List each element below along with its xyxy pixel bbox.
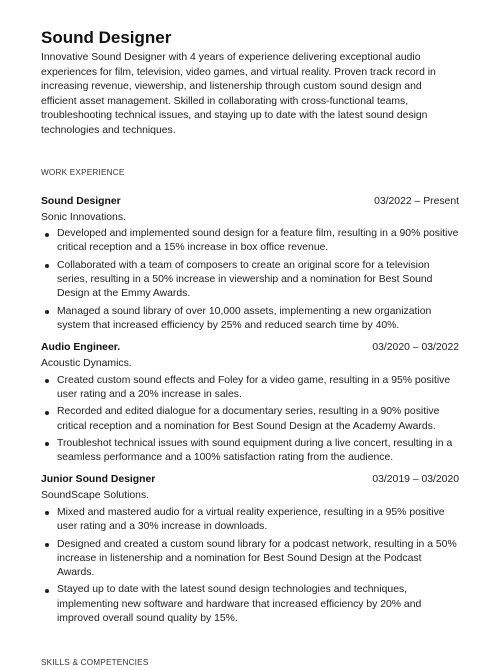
skills-heading: SKILLS & COMPETENCIES <box>41 658 149 667</box>
job-bullet: Recorded and edited dialogue for a documentary series, resulting in a 90% positive critical reception and a nomination for Best Sound Design at the Academy Awards. <box>41 405 459 434</box>
company-name: Sonic Innovations. <box>41 211 126 223</box>
job-dates: 03/2022 – Present <box>374 195 459 207</box>
job-bullet: Managed a sound library of over 10,000 assets, implementing a new organization system that increased efficiency by 25% and reduced search time by 40%. <box>41 305 459 334</box>
job-title: Audio Engineer. <box>41 342 121 354</box>
job-title: Sound Designer <box>41 195 121 207</box>
job-bullet: Created custom sound effects and Foley for a video game, resulting in a 95% positive user rating and a 20% increase in sales. <box>41 374 459 403</box>
job-title: Junior Sound Designer <box>41 474 156 486</box>
job-header <box>41 196 459 211</box>
job-bullet: Developed and implemented sound design for a feature film, resulting in a 90% positive critical reception and a 15% increase in box office revenue. <box>41 227 459 256</box>
job-dates: 03/2019 – 03/2020 <box>372 474 459 486</box>
job-header <box>41 342 459 357</box>
job-bullets <box>41 374 459 466</box>
professional-summary: Innovative Sound Designer with 4 years of experience delivering exceptional audio experiences for film, television, video games, and virtual reality. Proven track record in increasing revenue, viewership, and listenership through custom sound design and efficient asset management. Skilled in collaborating with cross-functional teams, troubleshooting technical issues, and staying up to date with the latest sound design technologies and techniques. <box>41 52 436 136</box>
job-entry <box>41 474 459 626</box>
job-bullet: Collaborated with a team of composers to create an original score for a television series, resulting in a 50% increase in viewership and a nomination for Best Sound Design at the Emmy Awards. <box>41 259 459 302</box>
job-header <box>41 474 459 489</box>
job-bullet: Troubleshot technical issues with sound equipment during a live concert, resulting in a seamless performance and a 100% satisfaction rating from the audience. <box>41 437 459 466</box>
job-bullet: Mixed and mastered audio for a virtual reality experience, resulting in a 95% positive user rating and a 30% increase in downloads. <box>41 506 459 535</box>
job-entry <box>41 196 459 334</box>
work-experience-heading: WORK EXPERIENCE <box>41 167 125 177</box>
job-bullets <box>41 227 459 333</box>
job-dates: 03/2020 – 03/2022 <box>372 342 459 354</box>
job-bullet: Designed and created a custom sound library for a podcast network, resulting in a 50% increase in listenership and a nomination for Best Sound Design at the Podcast Awards. <box>41 538 459 581</box>
job-entry <box>41 342 459 465</box>
job-list <box>41 196 459 627</box>
job-bullet: Stayed up to date with the latest sound design technologies and techniques, implementing new software and hardware that increased efficiency by 20% and improved overall sound quality by 15%. <box>41 583 459 626</box>
job-bullets <box>41 506 459 626</box>
company-name: Acoustic Dynamics. <box>41 358 132 370</box>
company-name: SoundScape Solutions. <box>41 490 150 502</box>
resume-name: Sound Designer <box>41 28 172 47</box>
